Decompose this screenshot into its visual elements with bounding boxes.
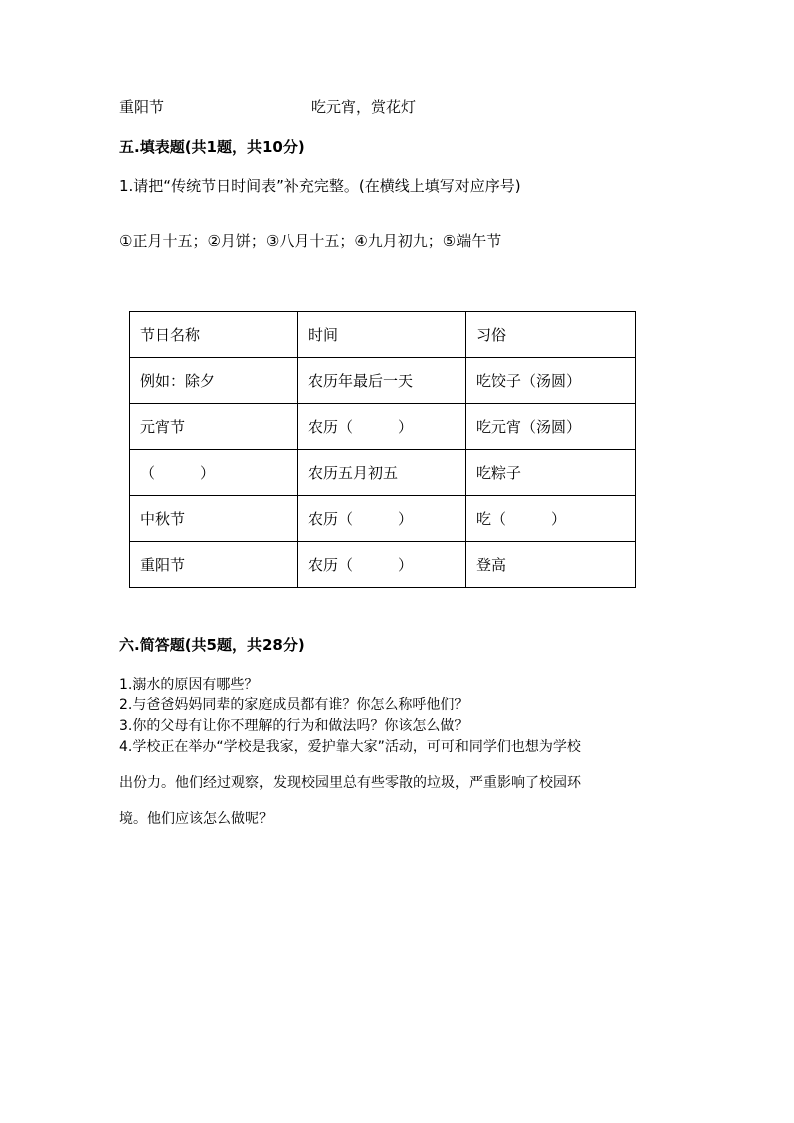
- table-cell: 农历五月初五: [298, 450, 466, 496]
- table-cell: 吃粽子: [466, 450, 636, 496]
- section6-question-1: 1.溺水的原因有哪些？: [119, 677, 259, 693]
- previous-festival-name: 重阳节: [119, 98, 165, 116]
- table-header-cell: 习俗: [466, 312, 636, 358]
- table-cell: 登高: [466, 542, 636, 588]
- section5-title: 五.填表题(共1题，共10分): [119, 138, 305, 156]
- section6-title: 六.简答题(共5题，共28分): [119, 636, 305, 654]
- table-cell: 例如：除夕: [130, 358, 298, 404]
- section6-question-4-line2: 出份力。他们经过观察，发现校园里总有些零散的垃圾，严重影响了校园环: [119, 775, 581, 791]
- table-row: [130, 450, 636, 496]
- table-cell: 中秋节: [130, 496, 298, 542]
- table-row: [130, 542, 636, 588]
- table-header-cell: 时间: [298, 312, 466, 358]
- table-cell: 农历（ ）: [298, 496, 466, 542]
- section6-question-4-line1: 4.学校正在举办“学校是我家，爱护靠大家”活动，可可和同学们也想为学校: [119, 739, 581, 755]
- section6-question-4-line3: 境。他们应该怎么做呢？: [119, 811, 273, 827]
- answer-options: ①正月十五；②月饼；③八月十五；④九月初九；⑤端午节: [119, 232, 502, 250]
- section6-question-3: 3.你的父母有让你不理解的行为和做法吗？你该怎么做？: [119, 718, 469, 734]
- table-cell: （ ）: [130, 450, 298, 496]
- table-row: [130, 496, 636, 542]
- previous-festival-custom: 吃元宵，赏花灯: [311, 98, 417, 116]
- table-cell: 吃饺子（汤圆）: [466, 358, 636, 404]
- table-header-cell: 节日名称: [130, 312, 298, 358]
- table-cell: 吃（ ）: [466, 496, 636, 542]
- table-row: [130, 358, 636, 404]
- table-cell: 农历（ ）: [298, 404, 466, 450]
- table-cell: 农历（ ）: [298, 542, 466, 588]
- table-cell: 重阳节: [130, 542, 298, 588]
- festival-table: [129, 311, 636, 588]
- section6-question-2: 2.与爸爸妈妈同辈的家庭成员都有谁？你怎么称呼他们？: [119, 697, 469, 713]
- table-header-row: [130, 312, 636, 358]
- table-cell: 吃元宵（汤圆）: [466, 404, 636, 450]
- table-row: [130, 404, 636, 450]
- section5-question: 1.请把“传统节日时间表”补充完整。(在横线上填写对应序号): [119, 177, 521, 195]
- table-cell: 元宵节: [130, 404, 298, 450]
- table-cell: 农历年最后一天: [298, 358, 466, 404]
